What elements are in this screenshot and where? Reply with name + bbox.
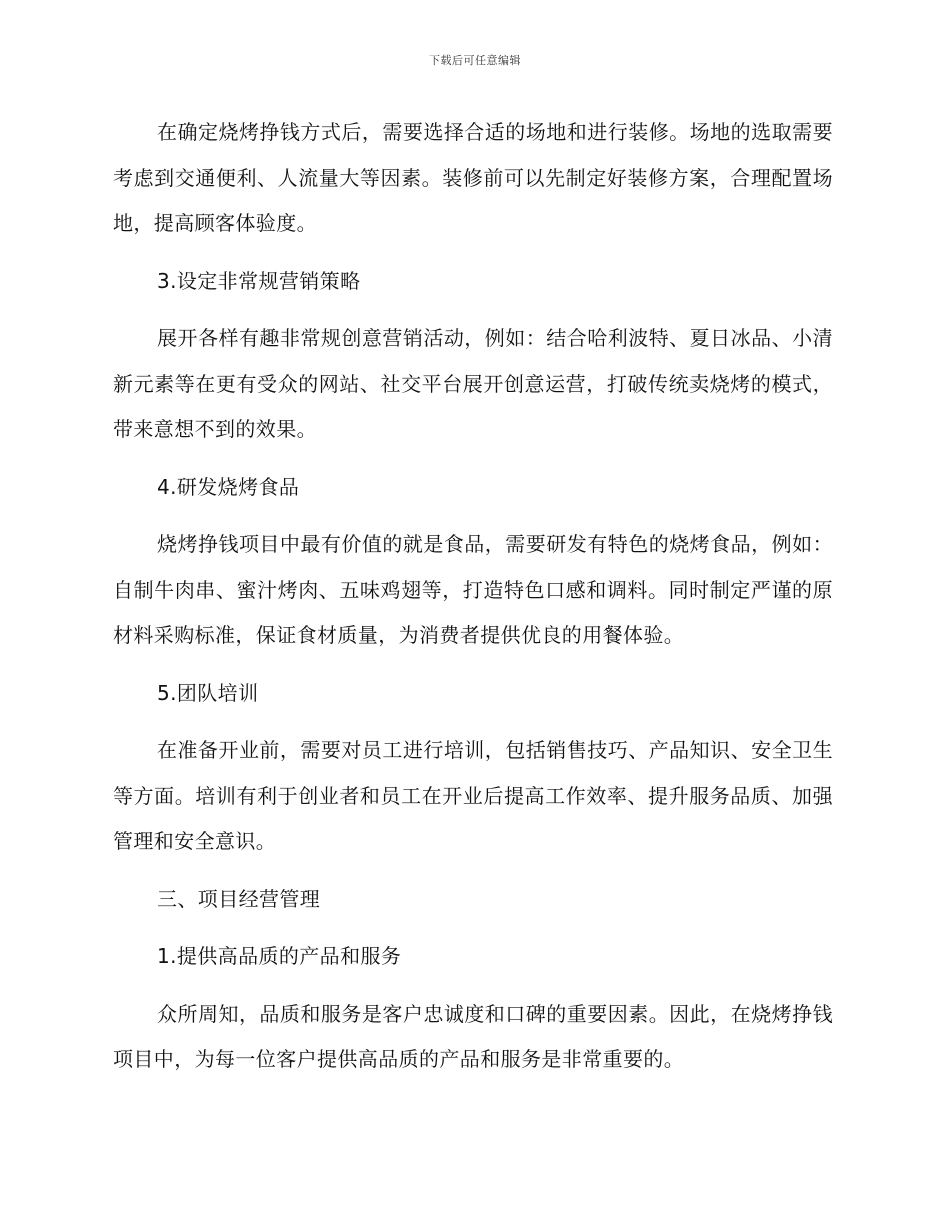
section-heading-team-training: 5.团队培训 — [157, 680, 259, 705]
paragraph-gap — [113, 716, 833, 728]
paragraph-gap — [113, 510, 833, 522]
section-heading-food-development: 4.研发烧烤食品 — [157, 474, 300, 499]
paragraph-gap — [113, 922, 833, 934]
paragraph-marketing: 展开各样有趣非常规创意营销活动，例如：结合哈利波特、夏日冰品、小清新元素等在更有受众的网站、社交平台展开创意运营，打破传统卖烧烤的模式，带来意想不到的效果。 — [113, 326, 833, 441]
paragraph-gap — [113, 980, 833, 992]
paragraph-venue-selection: 在确定烧烤挣钱方式后，需要选择合适的场地和进行装修。场地的选取需要考虑到交通便利、人流量大等因素。装修前可以先制定好装修方案，合理配置场地，提高顾客体验度。 — [113, 120, 833, 235]
paragraph-gap — [113, 659, 833, 671]
page-header-note: 下载后可任意编辑 — [429, 54, 521, 67]
paragraph-gap — [113, 865, 833, 877]
chapter-heading-operations: 三、项目经营管理 — [157, 886, 321, 911]
document-body — [113, 110, 833, 1083]
section-heading-marketing: 3.设定非常规营销策略 — [157, 268, 361, 293]
paragraph-quality-service: 众所周知，品质和服务是客户忠诚度和口碑的重要因素。因此，在烧烤挣钱项目中，为每一位客户提供高品质的产品和服务是非常重要的。 — [113, 1001, 833, 1071]
paragraph-gap — [113, 304, 833, 316]
paragraph-gap — [113, 247, 833, 259]
paragraph-gap — [113, 453, 833, 465]
section-heading-quality-service: 1.提供高品质的产品和服务 — [157, 944, 402, 968]
paragraph-team-training: 在准备开业前，需要对员工进行培训，包括销售技巧、产品知识、安全卫生等方面。培训有利于创业者和员工在开业后提高工作效率、提升服务品质、加强管理和安全意识。 — [113, 738, 833, 853]
paragraph-food-development: 烧烤挣钱项目中最有价值的就是食品，需要研发有特色的烧烤食品，例如：自制牛肉串、蜜汁烤肉、五味鸡翅等，打造特色口感和调料。同时制定严谨的原材料采购标准，保证食材质量，为消费者提供优良的用餐体验。 — [113, 532, 833, 647]
